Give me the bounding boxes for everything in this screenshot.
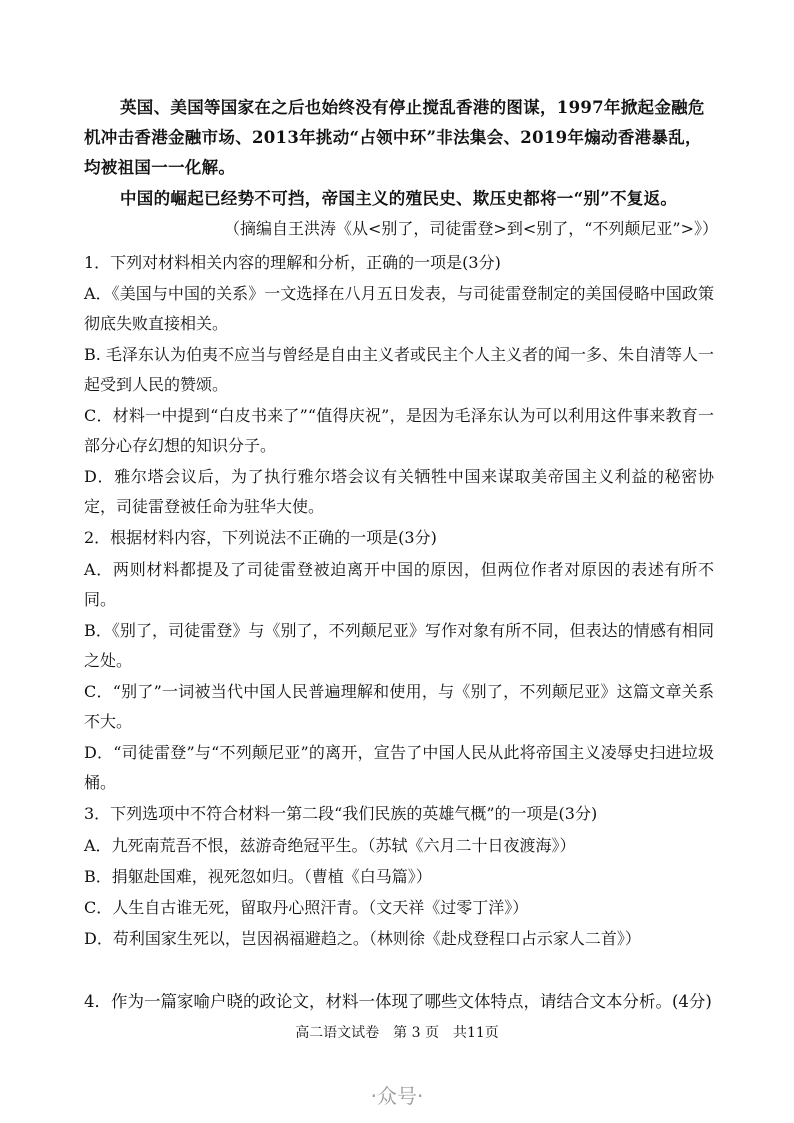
question-2-option-a: A．两则材料都提及了司徒雷登被迫离开中国的原因，但两位作者对原因的表述有所不同。 [84, 560, 714, 609]
question-4-stem: 4．作为一篇家喻户晓的政论文，材料一体现了哪些文体特点，请结合文本分析。(4分) [84, 992, 712, 1011]
question-1-option-a: A．《美国与中国的关系》一文选择在八月五日发表，与司徒雷登制定的美国侵略中国政策彻底失败直接相关。 [84, 284, 714, 333]
watermark: ·众号· [370, 1084, 424, 1108]
question-2-option-b: B．《别了，司徒雷登》与《别了，不列颠尼亚》写作对象有所不同，但表达的情感有相同之处。 [84, 621, 714, 670]
question-1-stem: 1．下列对材料相关内容的理解和分析，正确的一项是(3分) [84, 253, 501, 272]
question-3-option-d: D．苟利国家生死以，岂因祸福避趋之。（林则徐《赴戍登程口占示家人二首》） [84, 929, 641, 948]
question-3-option-c: C．人生自古谁无死，留取丹心照汗青。（文天祥《过零丁洋》） [84, 898, 529, 917]
question-1-option-d: D．雅尔塔会议后，为了执行雅尔塔会议有关牺牲中国来谋取美帝国主义利益的秘密协定，司徒雷登被任命为驻华大使。 [84, 467, 714, 516]
question-3-stem: 3．下列选项中不符合材料一第二段“我们民族的英雄气概”的一项是(3分) [84, 804, 598, 823]
question-3-option-a: A．九死南荒吾不恨，兹游奇绝冠平生。（苏轼《六月二十日夜渡海》） [84, 836, 576, 855]
question-1-option-b: B. 毛泽东认为伯夷不应当与曾经是自由主义者或民主个人主义者的闻一多、朱自清等人一起受到人民的赞颂。 [84, 345, 714, 394]
question-2-option-c: C．“别了”一词被当代中国人民普遍理解和使用，与《别了，不列颠尼亚》这篇文章关系不大。 [84, 682, 714, 731]
passage-paragraph-1: 英国、美国等国家在之后也始终没有停止搅乱香港的图谋，1997年掀起金融危机冲击香港金融市场、2013年挑动“占领中环”非法集会、2019年煽动香港暴乱，均被祖国一一化解。 [84, 98, 705, 177]
question-2-option-d: D．“司徒雷登”与“不列颠尼亚”的离开，宣告了中国人民从此将帝国主义凌辱史扫进垃圾桶。 [84, 743, 714, 792]
question-1-option-c: C．材料一中提到“白皮书来了”“值得庆祝”，是因为毛泽东认为可以利用这件事来教育一部分心存幻想的知识分子。 [84, 406, 714, 455]
passage-source: （摘编自王洪涛《从<别了，司徒雷登>到<别了，“不列颠尼亚”>》） [224, 219, 718, 238]
question-3-option-b: B．捐躯赴国难，视死忽如归。（曹植《白马篇》） [84, 867, 432, 886]
page-footer: 高二语文试卷 第 3 页 共11页 [295, 1025, 499, 1041]
question-2-stem: 2．根据材料内容，下列说法不正确的一项是(3分) [84, 528, 437, 547]
passage-paragraph-2: 中国的崛起已经势不可挡，帝国主义的殖民史、欺压史都将一“别”不复返。 [120, 189, 678, 208]
